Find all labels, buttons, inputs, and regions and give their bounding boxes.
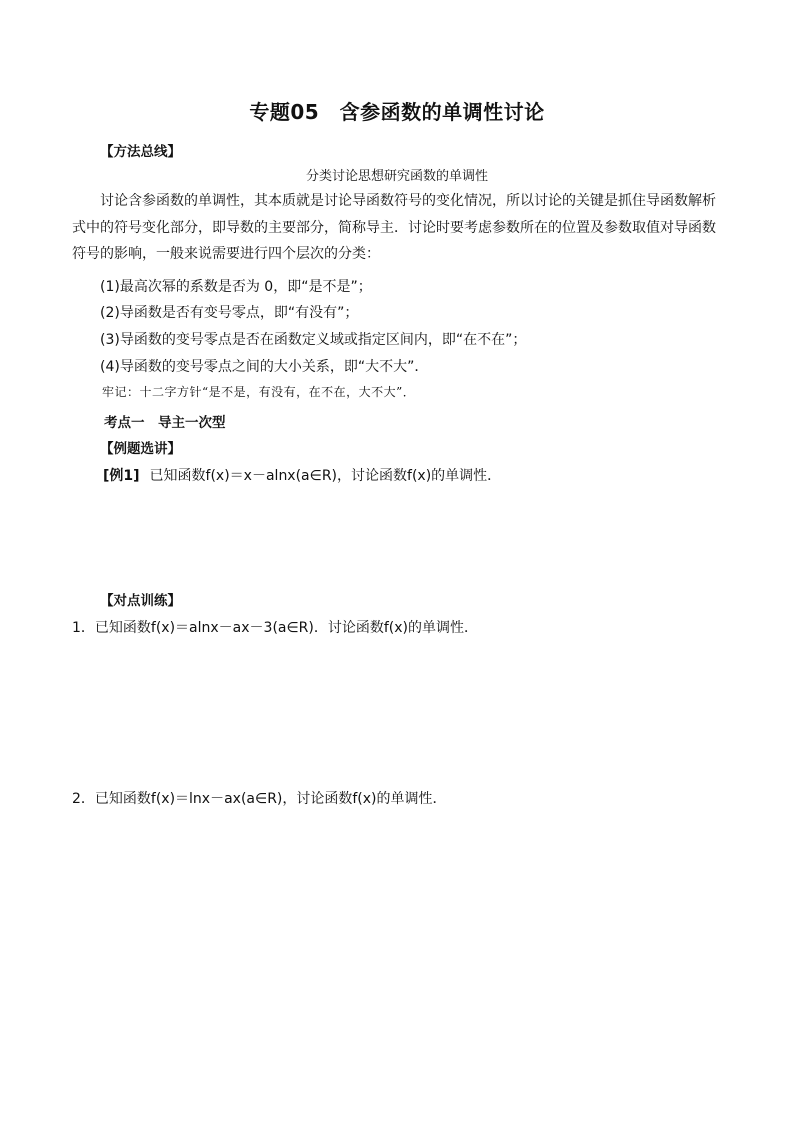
method-paragraph (72, 188, 727, 268)
page-title: 专题05 含参函数的单调性讨论 (249, 100, 545, 124)
example-text: 已知函数f(x)＝x－alnx(a∈R)，讨论函数f(x)的单调性． (149, 468, 502, 484)
level-item-4: (4)导函数的变号零点之间的大小关系，即“大不大”． (100, 359, 429, 375)
training-problem-2: 2．已知函数f(x)＝lnx－ax(a∈R)，讨论函数f(x)的单调性． (72, 791, 447, 807)
example-1 (103, 465, 501, 485)
method-paragraph-text: 讨论含参函数的单调性，其本质就是讨论导函数符号的变化情况，所以讨论的关键是抓住导函数解析式中的符号变化部分，即导数的主要部分，简称导主．讨论时要考虑参数所在的位置及参数取值对导函数符号的影响，一般来说需要进行四个层次的分类： (72, 193, 716, 262)
training-heading: 【对点训练】 (100, 593, 181, 609)
example-tag: [例1] (103, 468, 140, 484)
method-subtitle: 分类讨论思想研究函数的单调性 (305, 169, 488, 184)
level-item-3: (3)导函数的变号零点是否在函数定义域或指定区间内，即“在不在”； (100, 332, 527, 348)
level-item-2: (2)导函数是否有变号零点，即“有没有”； (100, 305, 359, 321)
method-heading: 【方法总线】 (100, 144, 181, 160)
mnemonic-note: 牢记：十二字方针“是不是，有没有，在不在，大不大”． (102, 385, 416, 399)
training-problem-1: 1．已知函数f(x)＝alnx－ax－3(a∈R)．讨论函数f(x)的单调性． (72, 620, 479, 636)
kaodian-heading: 考点一 导主一次型 (104, 415, 226, 431)
example-heading: 【例题选讲】 (100, 441, 181, 457)
level-item-1: (1)最高次幂的系数是否为 0，即“是不是”； (100, 279, 372, 295)
